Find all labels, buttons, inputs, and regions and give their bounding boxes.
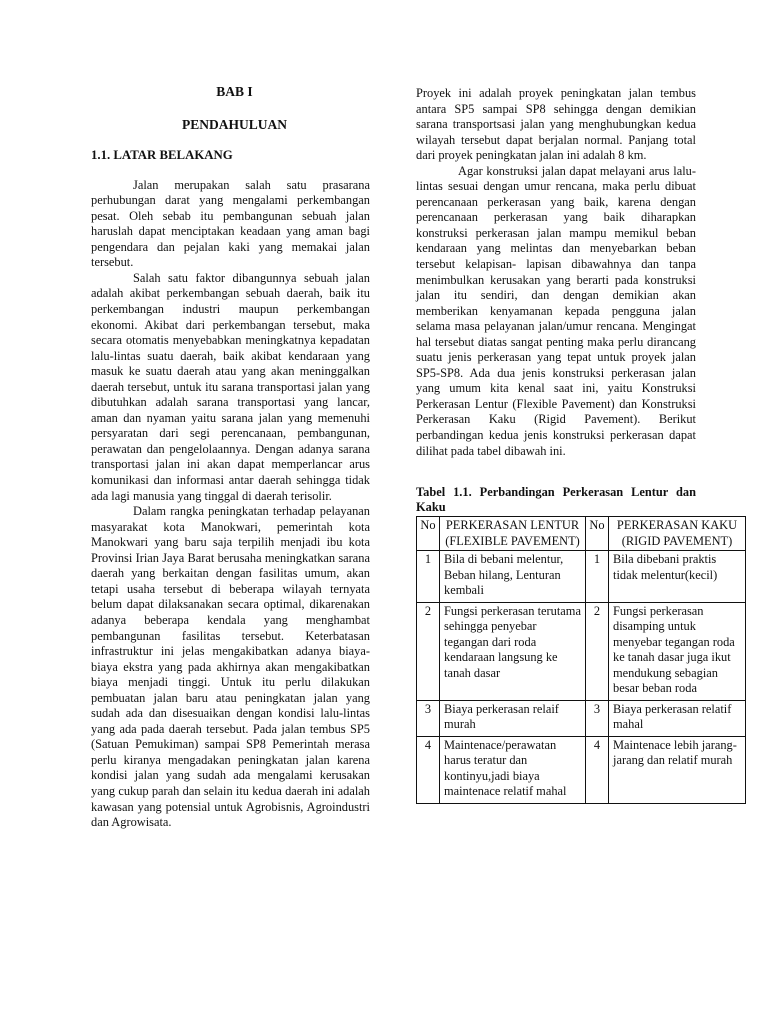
paragraph: Salah satu faktor dibangunnya sebuah jalan adalah akibat perkembangan sebuah daerah, baik itu perkembangan industri maupun perkembangan ekonomi. Akibat dari perkembangan tersebut, maka secara otomatis menyebabkan meningkatnya kepadatan lalu-lintas suatu daerah, baik akibat kendaraan yang masuk ke suatu daerah atau yang akan meninggalkan daerah tersebut, untuk itu sarana transportasi jalan yang dibutuhkan adalah sarana transportasi yang lancar, aman dan nyaman yaitu sarana jalan yang memenuhi persyaratan dari segi perencanaan, pembangunan, perawatan dan pengelolaannya. Dengan adanya sarana transportasi jalan ini akan dapat memperlancar arus komunikasi dan informasi antar daerah sehingga tidak ada lagi manusia yang tinggal di daerah terisolir. (91, 270, 370, 503)
table-cell: 1 (417, 551, 440, 603)
section-heading: 1.1. LATAR BELAKANG (91, 148, 233, 163)
table-cell: Maintenace lebih jarang-jarang dan relatif murah (609, 736, 746, 803)
chapter-title: PENDAHULUAN (181, 116, 287, 132)
table-cell: 4 (417, 736, 440, 803)
header-flexible-pavement: PERKERASAN LENTUR (FLEXIBLE PAVEMENT) (440, 517, 586, 551)
header-rigid-pavement: PERKERASAN KAKU (RIGID PAVEMENT) (609, 517, 746, 551)
table-cell: Bila di bebani melentur, Beban hilang, Lenturan kembali (440, 551, 586, 603)
left-column (91, 84, 370, 831)
table-row (417, 551, 746, 603)
table-row (417, 736, 746, 803)
right-column (416, 86, 738, 804)
table-cell: 4 (586, 736, 609, 803)
paragraph: Jalan merupakan salah satu prasarana perhubungan darat yang mengalami perkembangan pesat. Oleh sebab itu pembangunan sebuah jalan haruslah dapat menciptakan keadaan yang aman bagi pengendara dan pejalan kaki yang memakai jalan tersebut. (91, 177, 370, 270)
paragraph: Agar konstruksi jalan dapat melayani arus lalu-lintas sesuai dengan umur rencana, maka perlu dibuat perencanaan perkerasan yang baik, karena dengan perencanaan perkerasan yang baik diharapkan konstruksi perkerasan jalan mampu memikul beban kendaraan yang melintas dan menyebarkan beban tersebut kelapisan- lapisan dibawahnya dan tanpa menimbulkan kerusakan yang berarti pada konstruksi jalan itu sendiri, dan dengan demikian akan memberikan kenyamanan kepada pengguna jalan selama masa pelayanan jalan/umur rencana. Mengingat hal tersebut diatas sangat penting maka perlu dirancang suatu jenis perkerasan yang tepat untuk proyek jalan SP5-SP8. Ada dua jenis konstruksi perkerasan jalan yang umum kita kenal saat ini, yaitu Konstruksi Perkerasan Lentur (Flexible Pavement) dan Konstruksi Perkerasan Kaku (Rigid Pavement). Berikut perbandingan kedua jenis konstruksi perkerasan dapat dilihat pada tabel dibawah ini. (416, 163, 696, 458)
header-no-rigid: No (586, 517, 609, 551)
table-cell: 3 (586, 700, 609, 736)
table-cell: Biaya perkerasan relaif murah (440, 700, 586, 736)
table-cell: Biaya perkerasan relatif mahal (609, 700, 746, 736)
paragraph: Proyek ini adalah proyek peningkatan jalan tembus antara SP5 sampai SP8 sehingga dengan demikian sarana transportsasi jalan yang menghubungkan kedua wilayah tersebut dapat berjalan normal. Panjang total dari proyek peningkatan jalan ini adalah 8 km. (416, 86, 696, 163)
chapter-number: BAB I (216, 84, 253, 99)
table-caption: Tabel 1.1. Perbandingan Perkerasan Lentur dan Kaku (416, 485, 696, 514)
table-header-row (417, 517, 746, 551)
header-no-flexible: No (417, 517, 440, 551)
table-cell: 1 (586, 551, 609, 603)
table-cell: 2 (417, 602, 440, 700)
table-row (417, 700, 746, 736)
table-row (417, 602, 746, 700)
table-cell: Bila dibebani praktis tidak melentur(kecil) (609, 551, 746, 603)
table-cell: 3 (417, 700, 440, 736)
table-cell: Maintenace/perawatan harus teratur dan kontinyu,jadi biaya maintenace relatif mahal (440, 736, 586, 803)
table-cell: Fungsi perkerasan terutama sehingga penyebar tegangan dari roda kendaraan langsung ke tanah dasar (440, 602, 586, 700)
table-cell: 2 (586, 602, 609, 700)
paragraph: Dalam rangka peningkatan terhadap pelayanan masyarakat kota Manokwari, pemerintah kota Manokwari yang baru saja terpilih menjadi ibu kota Provinsi Irian Jaya Barat berusaha meningkatkan sarana daerah yang berkaitan dengan fasilitas umum, akan tetapi usaha tersebut di beberapa wilayah ternyata belum dapat dilaksanakan secara optimal, dikarenakan adanya beberapa kendala yang menghambat pembangunan fasilitas tersebut. Keterbatasan infrastruktur ini jelas mengakibatkan adanya biaya-biaya ekstra yang pada akhirnya akan mengakibatkan biaya menjadi tinggi. Untuk itu perlu dilakukan pembuatan jalan baru atau peningkatan jalan yang sudah ada dan disesuaikan dengan kondisi lalu-lintas yang ada pada daerah tersebut. Pada jalan tembus SP5 (Satuan Pemukiman) sampai SP8 Pemerintah merasa perlu kiranya mengadakan peningkatan jalan karena kondisi jalan yang sudah ada mengalami kerusakan yang cukup parah dan selain itu kedua daerah ini adalah kawasan yang potensial untuk Agrobisnis, Agroindustri dan Agrowisata. (91, 504, 370, 830)
comparison-table (416, 516, 746, 804)
table-cell: Fungsi perkerasan disamping untuk menyebar tegangan roda ke tanah dasar juga ikut mendukung sebagian besar beban roda (609, 602, 746, 700)
